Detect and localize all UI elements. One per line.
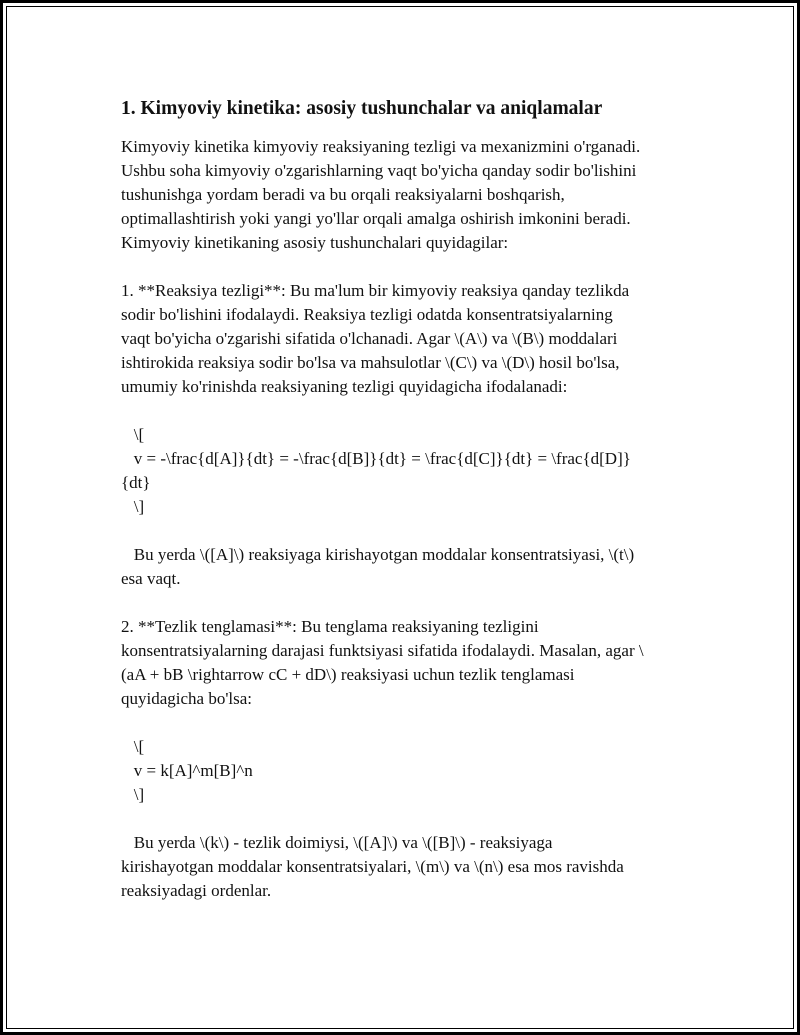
text-line: Ushbu soha kimyoviy o'zgarishlarning vaqt bo'yicha qanday sodir bo'lishini [121,161,637,180]
text-line: (aA + bB \rightarrow cC + dD\) reaksiyasi uchun tezlik tenglamasi [121,665,575,684]
text-line: konsentratsiyalarning darajasi funktsiyasi sifatida ifodalaydi. Masalan, agar \ [121,641,644,660]
text-line: 2. **Tezlik tenglamasi**: Bu tenglama reaksiyaning tezligini [121,617,539,636]
text-line: reaksiyadagi ordenlar. [121,881,272,900]
formula-line: \[ [121,425,145,444]
blank-line [121,519,701,543]
text-line: umumiy ko'rinishda reaksiyaning tezligi quyidagicha ifodalanadi: [121,377,568,396]
intro-paragraph [121,135,701,255]
formula-2-block [121,735,701,807]
note-2-paragraph [121,831,701,903]
text-line: Kimyoviy kinetikaning asosiy tushunchalari quyidagilar: [121,233,509,252]
formula-line: \[ [121,737,145,756]
text-line: 1. **Reaksiya tezligi**: Bu ma'lum bir kimyoviy reaksiya qanday tezlikda [121,281,630,300]
text-line: kirishayotgan moddalar konsentratsiyalari, \(m\) va \(n\) esa mos ravishda [121,857,624,876]
text-line: vaqt bo'yicha o'zgarishi sifatida o'lchanadi. Agar \(A\) va \(B\) moddalari [121,329,618,348]
item-2-paragraph [121,615,701,711]
formula-1-block [121,423,701,519]
note-1-paragraph [121,543,701,591]
text-line: tushunishga yordam beradi va bu orqali reaksiyalarni boshqarish, [121,185,565,204]
blank-line [121,591,701,615]
text-line: sodir bo'lishini ifodalaydi. Reaksiya tezligi odatda konsentratsiyalarning [121,305,613,324]
item-1-paragraph [121,279,701,399]
text-line: quyidagicha bo'lsa: [121,689,253,708]
formula-line: {dt} [121,473,151,492]
blank-line [121,255,701,279]
blank-line [121,711,701,735]
text-line: Bu yerda \([A]\) reaksiyaga kirishayotgan moddalar konsentratsiyasi, \(t\) [121,545,635,564]
formula-line: v = -\frac{d[A]}{dt} = -\frac{d[B]}{dt} = \frac{d[C]}{dt} = \frac{d[D]} [121,449,631,468]
text-line: Kimyoviy kinetika kimyoviy reaksiyaning tezligi va mexanizmini o'rganadi. [121,137,641,156]
text-line: optimallashtirish yoki yangi yo'llar orqali amalga oshirish imkonini beradi. [121,209,631,228]
document-content [121,96,701,903]
section-title: 1. Kimyoviy kinetika: asosiy tushunchalar va aniqlamalar [121,98,603,119]
formula-line: v = k[A]^m[B]^n [121,761,253,780]
text-line: Bu yerda \(k\) - tezlik doimiysi, \([A]\) va \([B]\) - reaksiyaga [121,833,553,852]
formula-line: \] [121,497,145,516]
formula-line: \] [121,785,145,804]
text-line: esa vaqt. [121,569,181,588]
blank-line [121,399,701,423]
blank-line [121,807,701,831]
text-line: ishtirokida reaksiya sodir bo'lsa va mahsulotlar \(C\) va \(D\) hosil bo'lsa, [121,353,620,372]
